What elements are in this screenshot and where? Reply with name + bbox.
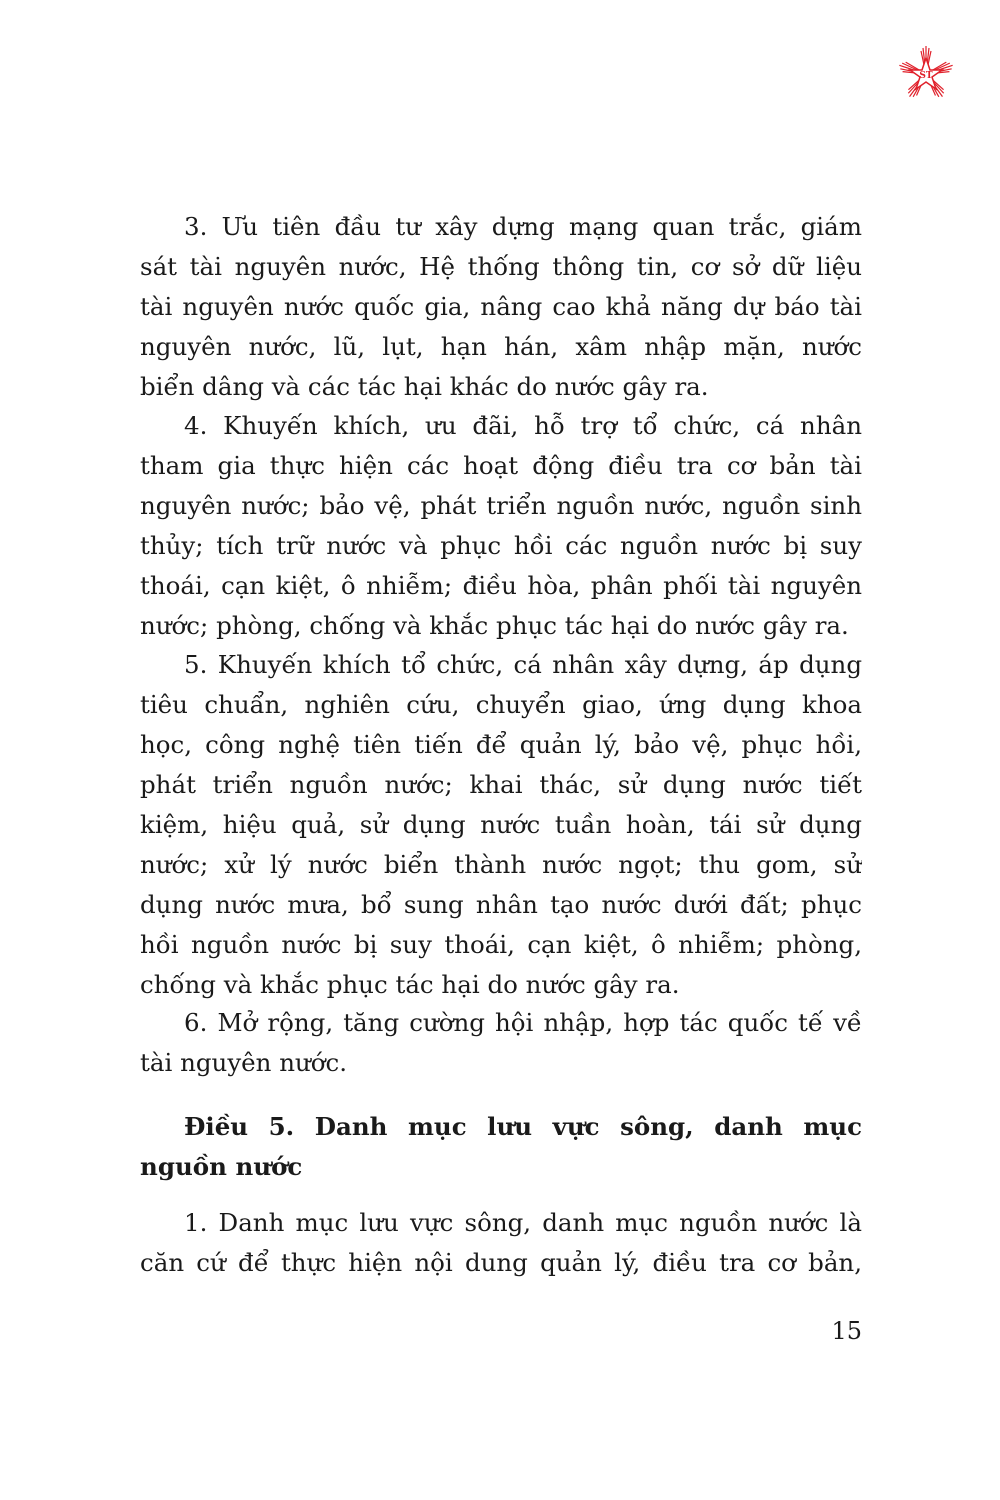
svg-text:ST: ST	[919, 71, 933, 81]
text-line: 5. Khuyến khích tổ chức, cá nhân xây dựng, áp dụng	[184, 650, 862, 679]
paragraph-3	[140, 207, 862, 407]
page-number: 15	[831, 1317, 862, 1345]
publisher-logo	[896, 44, 956, 104]
text-line: nước; phòng, chống và khắc phục tác hại do nước gây ra.	[140, 611, 849, 640]
text-line: tiêu chuẩn, nghiên cứu, chuyển giao, ứng dụng khoa	[140, 690, 862, 719]
text-line: 4. Khuyến khích, ưu đãi, hỗ trợ tổ chức, cá nhân	[184, 411, 862, 440]
text-line: học, công nghệ tiên tiến để quản lý, bảo vệ, phục hồi,	[140, 730, 862, 759]
text-line: nguyên nước; bảo vệ, phát triển nguồn nước, nguồn sinh	[140, 491, 862, 520]
text-line: biển dâng và các tác hại khác do nước gây ra.	[140, 372, 709, 401]
article-heading	[140, 1107, 862, 1187]
text-line: thoái, cạn kiệt, ô nhiễm; điều hòa, phân phối tài nguyên	[140, 571, 862, 600]
text-line: dụng nước mưa, bổ sung nhân tạo nước dưới đất; phục	[140, 890, 862, 919]
paragraph-6	[140, 1003, 862, 1083]
text-line: tham gia thực hiện các hoạt động điều tra cơ bản tài	[140, 451, 862, 480]
star-logo-icon	[896, 44, 956, 104]
text-line: hồi nguồn nước bị suy thoái, cạn kiệt, ô nhiễm; phòng,	[140, 930, 862, 959]
text-line: 3. Ưu tiên đầu tư xây dựng mạng quan trắc, giám	[184, 212, 862, 241]
paragraph-5	[140, 645, 862, 1005]
paragraph-4	[140, 406, 862, 646]
text-line: chống và khắc phục tác hại do nước gây ra.	[140, 970, 680, 999]
heading-line: Điều 5. Danh mục lưu vực sông, danh mục	[184, 1112, 862, 1141]
text-line: căn cứ để thực hiện nội dung quản lý, điều tra cơ bản,	[140, 1248, 862, 1277]
text-line: tài nguyên nước.	[140, 1048, 348, 1077]
heading-line: nguồn nước	[140, 1152, 303, 1181]
text-line: nguyên nước, lũ, lụt, hạn hán, xâm nhập mặn, nước	[140, 332, 862, 361]
text-line: 6. Mở rộng, tăng cường hội nhập, hợp tác quốc tế về	[184, 1008, 862, 1037]
text-line: nước; xử lý nước biển thành nước ngọt; thu gom, sử	[140, 850, 862, 879]
text-line: thủy; tích trữ nước và phục hồi các nguồn nước bị suy	[140, 531, 862, 560]
text-line: 1. Danh mục lưu vực sông, danh mục nguồn nước là	[184, 1208, 862, 1237]
text-line: sát tài nguyên nước, Hệ thống thông tin, cơ sở dữ liệu	[140, 252, 862, 281]
text-line: tài nguyên nước quốc gia, nâng cao khả năng dự báo tài	[140, 292, 862, 321]
text-line: phát triển nguồn nước; khai thác, sử dụng nước tiết	[140, 770, 862, 799]
text-line: kiệm, hiệu quả, sử dụng nước tuần hoàn, tái sử dụng	[140, 810, 862, 839]
paragraph-article5-1	[140, 1203, 862, 1283]
